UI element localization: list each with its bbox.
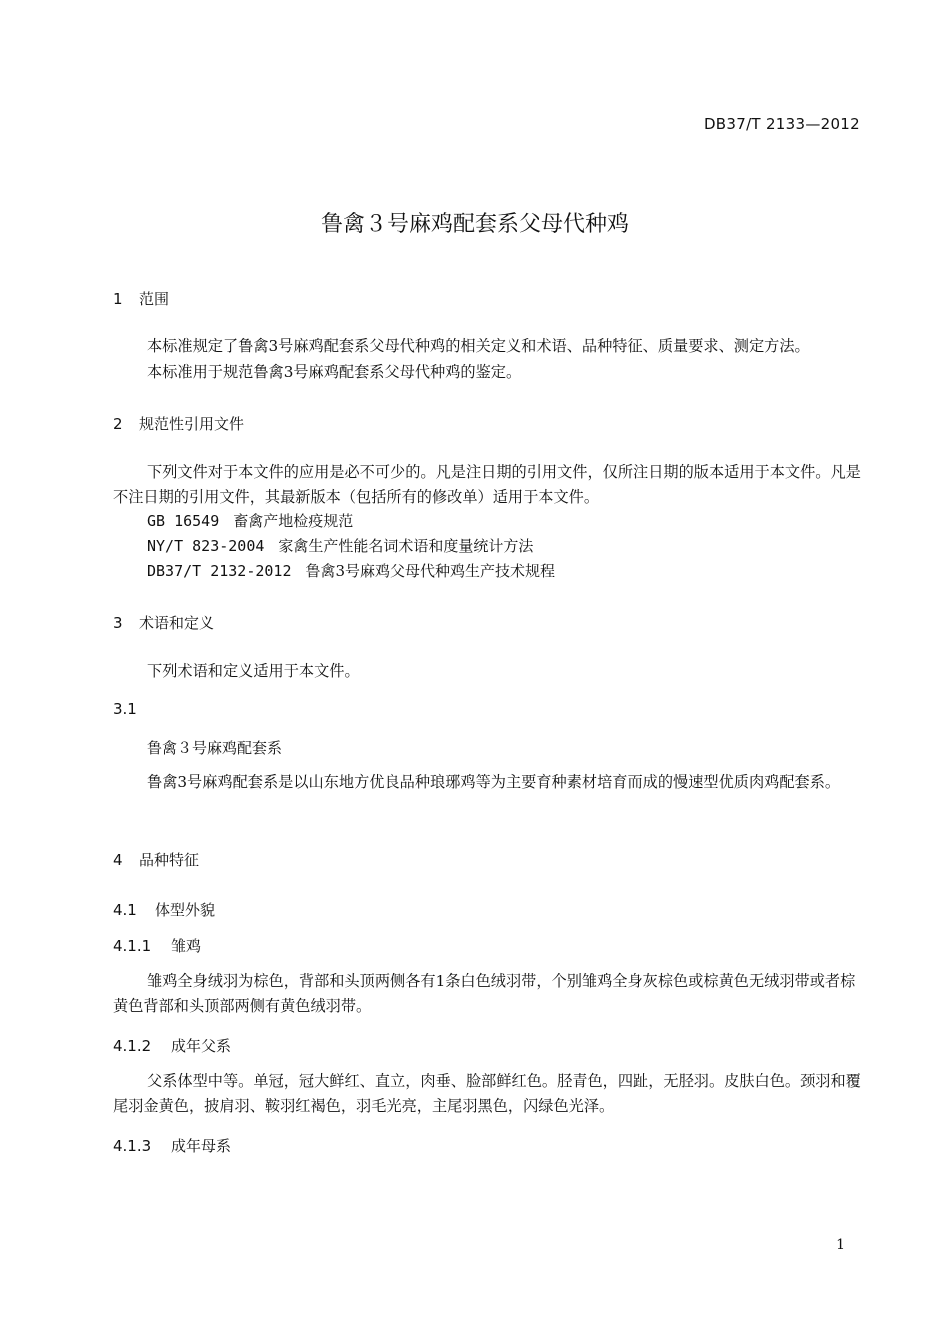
section-4-heading [113,849,199,870]
term-definition: 鲁禽3号麻鸡配套系是以山东地方优良品种琅琊鸡等为主要育种素材培育而成的慢速型优质肉鸡配套系。 [147,773,841,791]
chick-description: 雏鸡全身绒羽为棕色，背部和头顶两侧各有1条白色绒羽带，个别雏鸡全身灰棕色或棕黄色无绒羽带或者棕黄色背部和头顶部两侧有黄色绒羽带。 [113,972,856,1015]
subsection-4-1-2-heading [113,1035,231,1056]
section-1-heading [113,288,169,309]
section-2-heading [113,413,244,434]
term-name: 鲁禽３号麻鸡配套系 [147,739,283,757]
subsection-4-1-1-heading [113,935,201,956]
reference-code: DB37/T 2132-2012 [147,562,292,580]
subsection-4-1-3-heading [113,1135,231,1156]
reference-code: GB 16549 [147,512,220,530]
subsection-3-1-number: 3.1 [113,700,137,718]
document-code: DB37/T 2133—2012 [703,115,860,133]
reference-title: 鲁禽3号麻鸡父母代种鸡生产技术规程 [305,562,556,580]
subsection-title: 体型外貌 [155,901,216,919]
reference-title: 家禽生产性能名词术语和度量统计方法 [278,537,534,555]
reference-item [147,509,353,534]
reference-code: NY/T 823-2004 [147,537,265,555]
subsection-number: 4.1.1 [113,937,152,955]
section-title: 规范性引用文件 [139,415,245,433]
section-number: 4 [113,851,123,869]
section-title: 范围 [139,290,170,308]
subsection-title: 成年母系 [171,1137,232,1155]
reference-item [147,534,533,559]
section-3-heading [113,612,214,633]
adult-sire-description: 父系体型中等。单冠，冠大鲜红、直立，肉垂、脸部鲜红色。胫青色，四趾，无胫羽。皮肤白色。颈羽和覆尾羽金黄色，披肩羽、鞍羽红褐色，羽毛光亮，主尾羽黑色，闪绿色光泽。 [113,1072,861,1115]
reference-item [147,559,555,584]
section-number: 2 [113,415,123,433]
subsection-number: 4.1.2 [113,1037,152,1055]
section-title: 品种特征 [139,851,200,869]
subsection-4-1-heading [113,899,215,920]
page-number: 1 [836,1237,845,1253]
section-number: 3 [113,614,123,632]
document-title: 鲁禽３号麻鸡配套系父母代种鸡 [320,212,629,237]
section-title: 术语和定义 [139,614,215,632]
subsection-title: 雏鸡 [171,937,202,955]
terms-intro-paragraph: 下列术语和定义适用于本文件。 [147,662,360,680]
references-intro-paragraph: 下列文件对于本文件的应用是必不可少的。凡是注日期的引用文件，仅所注日期的版本适用于本文件。凡是不注日期的引用文件，其最新版本（包括所有的修改单）适用于本文件。 [113,463,861,506]
subsection-number: 4.1.3 [113,1137,152,1155]
subsection-number: 4.1 [113,901,137,919]
reference-title: 畜禽产地检疫规范 [233,512,354,530]
subsection-title: 成年父系 [171,1037,232,1055]
scope-paragraph-2: 本标准用于规范鲁禽3号麻鸡配套系父母代种鸡的鉴定。 [147,363,522,381]
section-number: 1 [113,290,123,308]
scope-paragraph-1: 本标准规定了鲁禽3号麻鸡配套系父母代种鸡的相关定义和术语、品种特征、质量要求、测定方法。 [147,337,810,355]
